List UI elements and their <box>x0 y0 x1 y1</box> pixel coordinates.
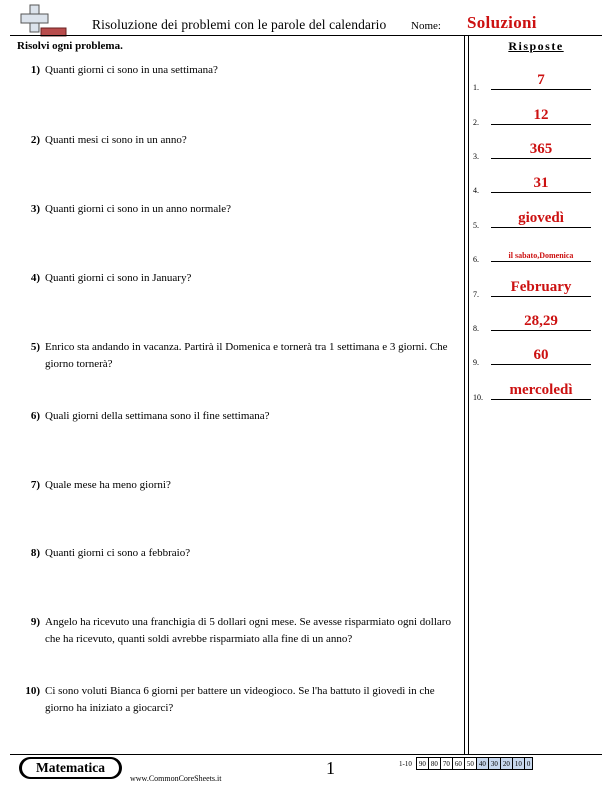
question-text: Quanti giorni ci sono in January? <box>45 272 192 284</box>
answer-number: 6. <box>473 255 479 264</box>
question-number: 5) <box>30 341 40 353</box>
score-table <box>397 757 533 770</box>
question-text: Quanti mesi ci sono in un anno? <box>45 134 187 146</box>
answer-line <box>491 261 591 262</box>
answer-value: 365 <box>529 141 553 157</box>
answer-number: 10. <box>473 393 483 402</box>
score-cell: 90 <box>416 758 428 770</box>
question-number: 10) <box>25 685 40 697</box>
answer-value: 60 <box>533 347 549 363</box>
answer-value: 28,29 <box>524 313 558 329</box>
instructions: Risolvi ogni problema. <box>17 40 123 52</box>
question-number: 9) <box>30 616 40 628</box>
answer-value: 31 <box>533 175 549 191</box>
answer-row <box>473 382 599 402</box>
score-cell: 10 <box>512 758 524 770</box>
answer-value: 12 <box>533 107 549 123</box>
question-item <box>16 339 464 373</box>
answer-row <box>473 72 599 92</box>
score-cell: 50 <box>464 758 476 770</box>
answer-line <box>491 227 591 228</box>
question-item <box>16 683 464 717</box>
answer-number: 4. <box>473 186 479 195</box>
answer-number: 9. <box>473 358 479 367</box>
website-link[interactable]: www.CommonCoreSheets.it <box>130 774 222 783</box>
score-cell: 0 <box>524 758 533 770</box>
answer-row <box>473 210 599 230</box>
answer-number: 2. <box>473 118 479 127</box>
answer-line <box>491 330 591 331</box>
answer-line <box>491 364 591 365</box>
score-cell: 60 <box>452 758 464 770</box>
score-cell: 70 <box>440 758 452 770</box>
question-text: Angelo ha ricevuto una franchigia di 5 dollari ogni mese. Se avesse risparmiato ogni dollaro che ha ricevuto, quanti soldi avrebbe risparmiato alla fine di un anno? <box>45 616 451 645</box>
answer-number: 1. <box>473 83 479 92</box>
question-text: Enrico sta andando in vacanza. Partirà il Domenica e tornerà tra 1 settimana e 3 giorni. Che giorno tornerà? <box>45 341 448 370</box>
question-item <box>16 270 464 287</box>
answer-row <box>473 279 599 299</box>
question-number: 3) <box>30 203 40 215</box>
answer-value: il sabato,Domenica <box>508 251 574 260</box>
answer-line <box>491 399 591 400</box>
answer-row <box>473 141 599 161</box>
answer-row <box>473 347 599 367</box>
subject-label: Matematica <box>22 759 119 777</box>
answer-number: 7. <box>473 290 479 299</box>
question-item <box>16 408 464 425</box>
answer-line <box>491 158 591 159</box>
column-divider-right <box>468 35 469 754</box>
score-cell: 20 <box>500 758 512 770</box>
question-text: Quale mese ha meno giorni? <box>45 479 171 491</box>
name-value: Soluzioni <box>467 13 537 32</box>
answer-line <box>491 296 591 297</box>
answer-value: February <box>510 279 572 295</box>
question-text: Quanti giorni ci sono in una settimana? <box>45 64 218 76</box>
question-item <box>16 545 464 562</box>
question-text: Quanti giorni ci sono a febbraio? <box>45 547 191 559</box>
answer-row <box>473 175 599 195</box>
question-item <box>16 614 464 648</box>
score-range-label: 1-10 <box>399 759 412 768</box>
score-cell: 40 <box>476 758 488 770</box>
question-item <box>16 132 464 149</box>
question-number: 6) <box>30 410 40 422</box>
answer-line <box>491 89 591 90</box>
name-label: Nome: <box>411 20 441 32</box>
question-text: Ci sono voluti Bianca 6 giorni per battere un videogioco. Se l'ha battuto il giovedì in che giorno ha iniziato a giocarci? <box>45 685 435 714</box>
answer-number: 3. <box>473 152 479 161</box>
answer-line <box>491 124 591 125</box>
score-cell: 80 <box>428 758 440 770</box>
question-number: 7) <box>30 479 40 491</box>
question-number: 8) <box>30 547 40 559</box>
question-text: Quali giorni della settimana sono il fine settimana? <box>45 410 270 422</box>
plus-minus-logo-icon <box>20 4 68 38</box>
question-item <box>16 201 464 218</box>
answers-heading: Risposte <box>508 39 564 53</box>
page-number: 1 <box>326 758 335 778</box>
answer-value: 7 <box>537 72 545 88</box>
answer-line <box>491 192 591 193</box>
question-number: 4) <box>30 272 40 284</box>
answer-number: 5. <box>473 221 479 230</box>
answer-value: giovedì <box>518 210 564 226</box>
question-number: 2) <box>30 134 40 146</box>
worksheet-title: Risoluzione dei problemi con le parole del calendario <box>92 17 387 32</box>
subject-badge <box>19 757 122 779</box>
column-divider-left <box>464 35 465 754</box>
question-item <box>16 62 464 79</box>
footer-divider <box>10 754 602 755</box>
header-divider <box>10 35 602 36</box>
answer-row <box>473 107 599 127</box>
answer-value: mercoledì <box>509 382 573 398</box>
question-text: Quanti giorni ci sono in un anno normale? <box>45 203 232 215</box>
answer-row <box>473 313 599 333</box>
question-item <box>16 477 464 494</box>
answer-row <box>473 244 599 264</box>
score-cell: 30 <box>488 758 500 770</box>
question-number: 1) <box>30 64 40 76</box>
answer-number: 8. <box>473 324 479 333</box>
